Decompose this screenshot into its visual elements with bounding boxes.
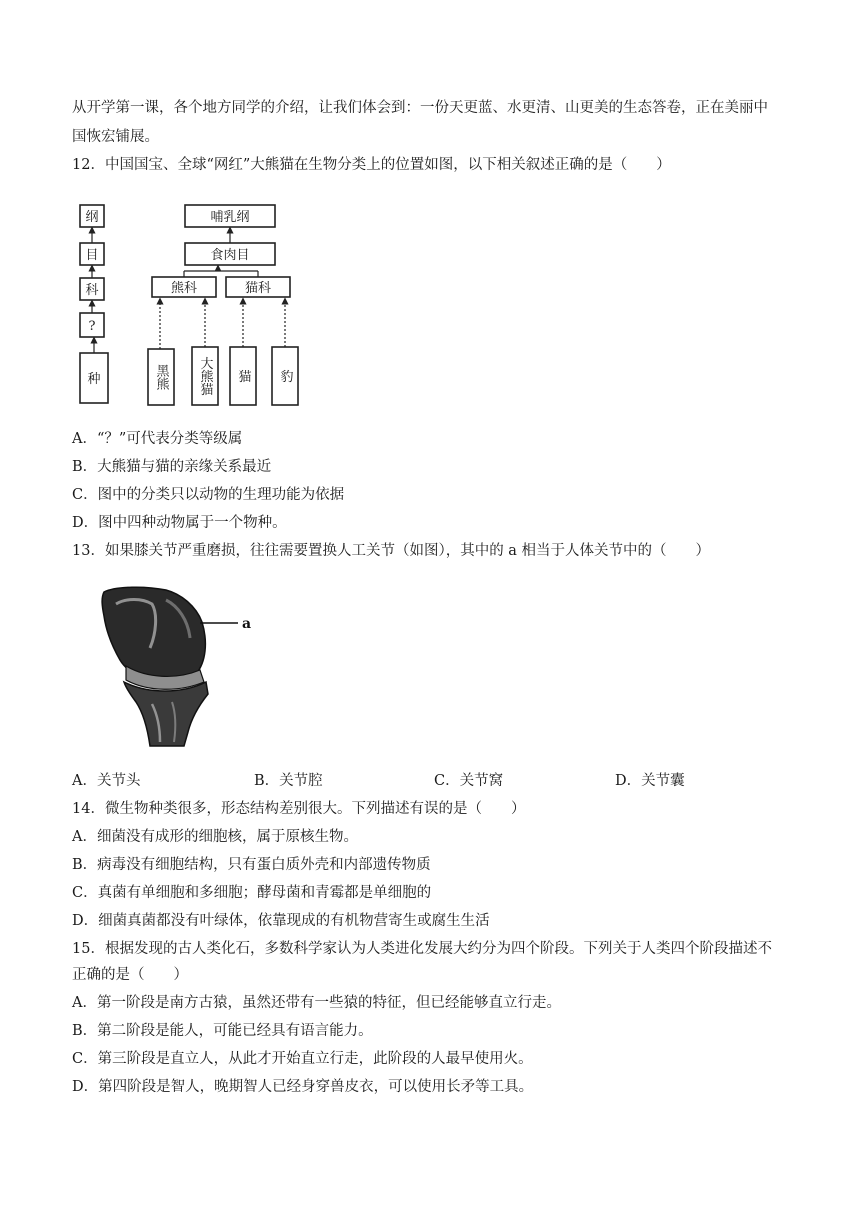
q13-stem: 13．如果膝关节严重磨损，往往需要置换人工关节（如图），其中的 a 相当于人体关节中的（ ） [72,543,711,559]
q12-taxonomy-figure [68,195,313,415]
species-label-leopard: 豹 [277,369,293,383]
q14-option-d: D．细菌真菌都没有叶绿体，依靠现成的有机物营寄生或腐生生活 [72,913,490,929]
q13-option-c: C．关节窝 [434,773,504,789]
q15-stem-line-2: 正确的是（ ） [72,967,188,983]
intro-line-2: 国恢宏铺展。 [72,129,159,145]
q13-options-row [72,771,792,791]
order-label: 食肉目 [210,248,250,263]
q12-option-b: B．大熊猫与猫的亲缘关系最近 [72,459,272,475]
q12-option-a: A．“？”可代表分类等级属 [72,431,243,447]
q15-option-d: D．第四阶段是智人，晚期智人已经身穿兽皮衣，可以使用长矛等工具。 [72,1079,534,1095]
rank-label-unknown: ? [88,319,96,334]
q12-option-c: C．图中的分类只以动物的生理功能为依据 [72,487,345,503]
q12-option-d: D．图中四种动物属于一个物种。 [72,515,287,531]
q13-option-d: D．关节囊 [615,773,685,789]
q12-stem: 12．中国国宝、全球“网红”大熊猫在生物分类上的位置如图，以下相关叙述正确的是（ ） [72,157,671,173]
rank-label-order: 目 [85,248,99,263]
q15-option-b: B．第二阶段是能人，可能已经具有语言能力。 [72,1023,373,1039]
q14-option-c: C．真菌有单细胞和多细胞；酵母菌和青霉都是单细胞的 [72,885,432,901]
intro-line-1: 从开学第一课，各个地方同学的介绍，让我们体会到：一份天更蓝、水更清、山更美的生态答卷，正在美丽中 [72,100,768,116]
species-label-cat: 猫 [235,369,251,383]
family-label-cat: 猫科 [244,281,272,296]
q14-stem: 14．微生物种类很多，形态结构差别很大。下列描述有误的是（ ） [72,801,526,817]
q13-option-b: B．关节腔 [254,773,323,789]
rank-label-family: 科 [85,283,99,298]
class-label: 哺乳纲 [210,210,250,225]
q13-option-a: A．关节头 [72,773,141,789]
q14-option-a: A．细菌没有成形的细胞核，属于原核生物。 [72,829,358,845]
tibial-component [124,682,208,746]
family-label-bear: 熊科 [170,281,198,296]
q15-option-a: A．第一阶段是南方古猿，虽然还带有一些猿的特征，但已经能够直立行走。 [72,995,561,1011]
q15-stem-line-1: 15．根据发现的古人类化石，多数科学家认为人类进化发展大约分为四个阶段。下列关于人类四个阶段描述不 [72,941,772,957]
species-label-giant-panda: 大熊猫 [197,356,213,396]
rank-label-class: 纲 [85,210,99,225]
label-a: a [242,616,252,632]
q13-knee-joint-figure [96,586,266,748]
q15-option-c: C．第三阶段是直立人，从此才开始直立行走，此阶段的人最早使用火。 [72,1051,533,1067]
q14-option-b: B．病毒没有细胞结构，只有蛋白质外壳和内部遗传物质 [72,857,431,873]
species-label-black-bear: 黑熊 [153,364,169,390]
rank-label-species: 种 [87,372,101,387]
